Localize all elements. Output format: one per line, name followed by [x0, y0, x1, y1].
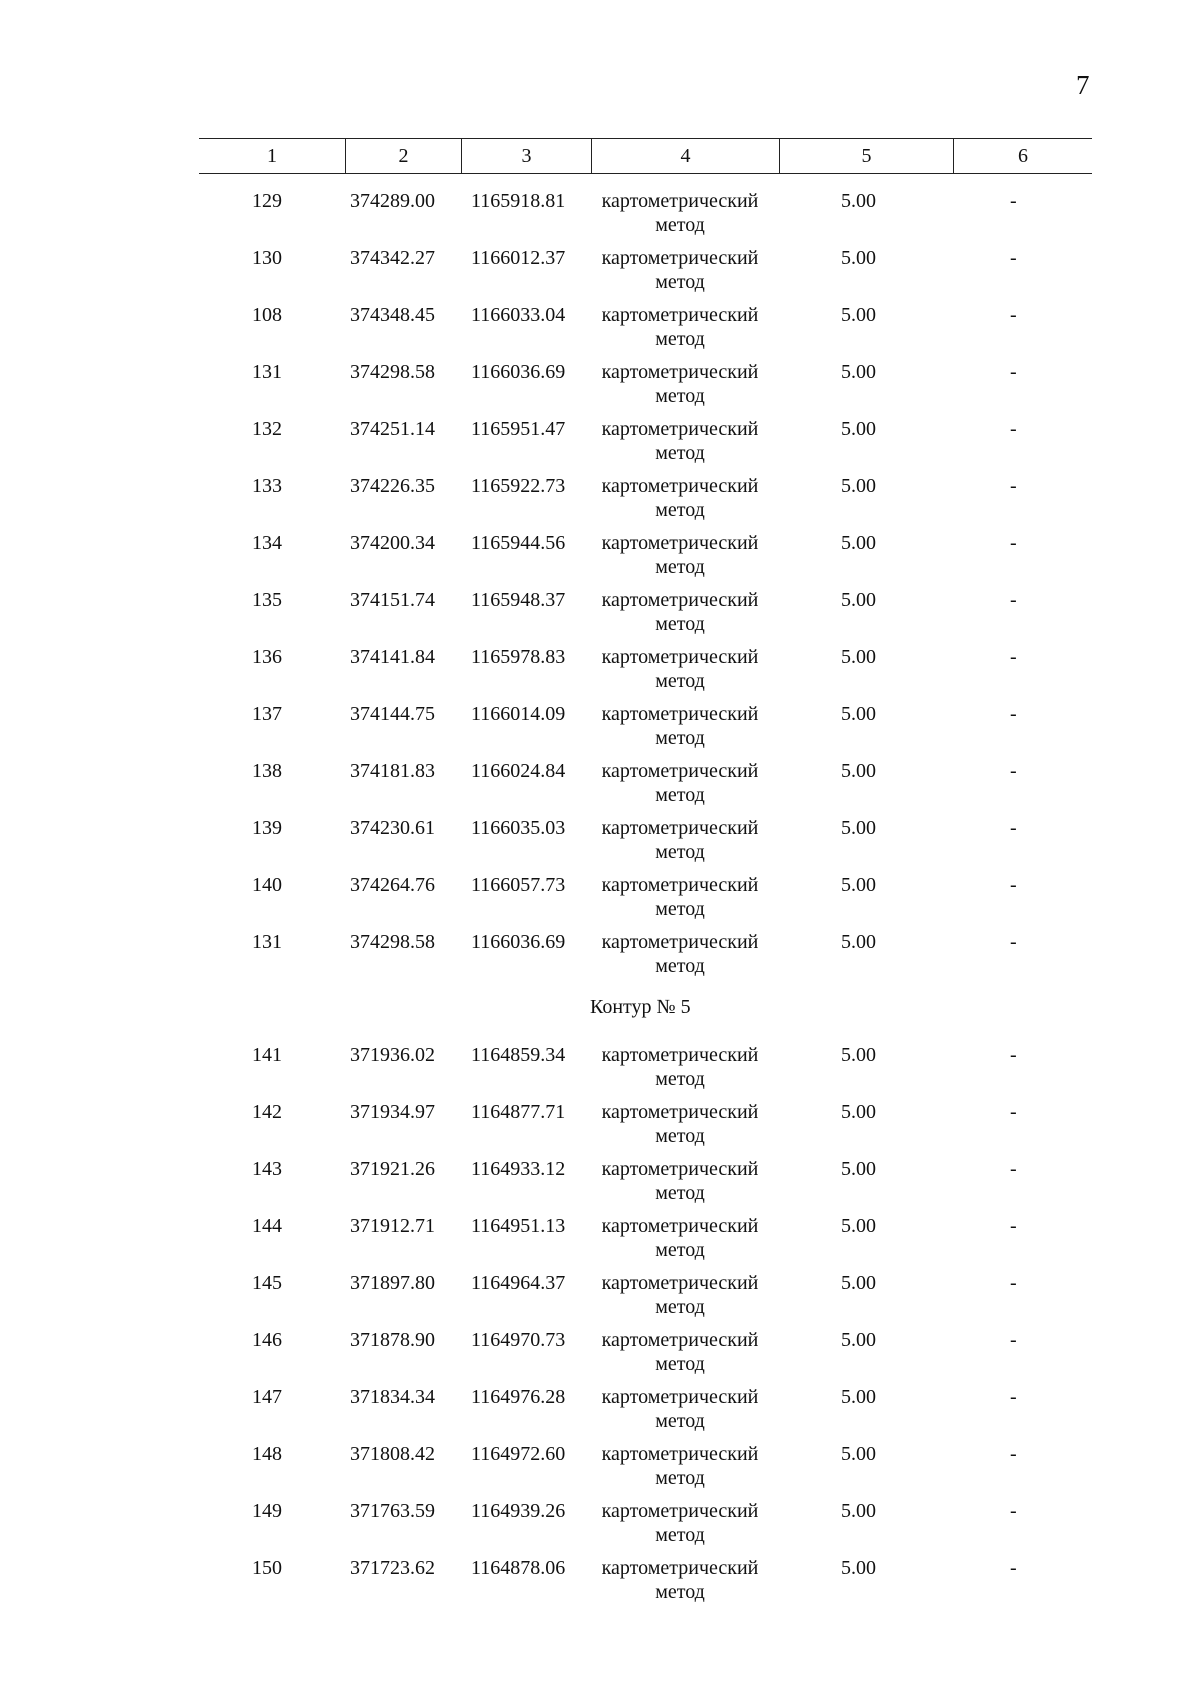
- method-line-1: картометрический: [601, 646, 759, 668]
- method-line-1: картометрический: [601, 247, 759, 269]
- point-number: 142: [252, 1101, 282, 1123]
- method-cell: [580, 1043, 780, 1091]
- method-line-2: метод: [655, 613, 705, 635]
- page-number: 7: [1076, 70, 1090, 100]
- method-cell: [580, 1271, 780, 1319]
- table-row: [0, 759, 1200, 816]
- point-number: 143: [252, 1158, 282, 1180]
- coordinate-y: 1166036.69: [471, 931, 566, 953]
- note: -: [1010, 418, 1017, 440]
- method-line-2: метод: [655, 385, 705, 407]
- accuracy: 5.00: [841, 703, 876, 725]
- note: -: [1010, 475, 1017, 497]
- table-row: [0, 1499, 1200, 1556]
- method-cell: [580, 417, 780, 465]
- accuracy: 5.00: [841, 1272, 876, 1294]
- accuracy: 5.00: [841, 532, 876, 554]
- coordinate-y: 1166012.37: [471, 247, 566, 269]
- point-number: 135: [252, 589, 282, 611]
- table-row: [0, 1442, 1200, 1499]
- note: -: [1010, 1158, 1017, 1180]
- method-cell: [580, 1157, 780, 1205]
- method-cell: [580, 588, 780, 636]
- method-line-2: метод: [655, 670, 705, 692]
- accuracy: 5.00: [841, 1329, 876, 1351]
- accuracy: 5.00: [841, 1215, 876, 1237]
- coordinate-x: 371723.62: [350, 1557, 435, 1579]
- table-row: [0, 702, 1200, 759]
- section-title-row: [0, 987, 1200, 1043]
- point-number: 131: [252, 931, 282, 953]
- method-line-1: картометрический: [601, 475, 759, 497]
- point-number: 136: [252, 646, 282, 668]
- point-number: 150: [252, 1557, 282, 1579]
- table-body: [0, 189, 1200, 1613]
- method-line-1: картометрический: [601, 361, 759, 383]
- accuracy: 5.00: [841, 190, 876, 212]
- note: -: [1010, 760, 1017, 782]
- table-row: [0, 1556, 1200, 1613]
- method-cell: [580, 816, 780, 864]
- method-cell: [580, 189, 780, 237]
- note: -: [1010, 532, 1017, 554]
- point-number: 147: [252, 1386, 282, 1408]
- header-col-1: 1: [267, 144, 277, 167]
- method-line-2: метод: [655, 1239, 705, 1261]
- table-row: [0, 588, 1200, 645]
- accuracy: 5.00: [841, 1500, 876, 1522]
- point-number: 140: [252, 874, 282, 896]
- method-line-2: метод: [655, 556, 705, 578]
- method-line-1: картометрический: [601, 760, 759, 782]
- accuracy: 5.00: [841, 1158, 876, 1180]
- method-cell: [580, 702, 780, 750]
- table-row: [0, 1214, 1200, 1271]
- coordinate-x: 371921.26: [350, 1158, 435, 1180]
- coordinate-x: 371934.97: [350, 1101, 435, 1123]
- coordinate-y: 1164951.13: [471, 1215, 566, 1237]
- method-line-2: метод: [655, 1182, 705, 1204]
- method-line-2: метод: [655, 1353, 705, 1375]
- coordinate-y: 1166057.73: [471, 874, 566, 896]
- method-line-2: метод: [655, 1068, 705, 1090]
- coordinate-y: 1165948.37: [471, 589, 566, 611]
- coordinate-x: 374264.76: [350, 874, 435, 896]
- method-line-1: картометрический: [601, 931, 759, 953]
- table-row: [0, 1100, 1200, 1157]
- method-cell: [580, 303, 780, 351]
- note: -: [1010, 931, 1017, 953]
- point-number: 141: [252, 1044, 282, 1066]
- method-line-2: метод: [655, 1296, 705, 1318]
- method-line-1: картометрический: [601, 1329, 759, 1351]
- table-header: [199, 138, 1092, 174]
- coordinate-x: 374141.84: [350, 646, 435, 668]
- note: -: [1010, 1215, 1017, 1237]
- method-line-1: картометрический: [601, 589, 759, 611]
- table-row: [0, 360, 1200, 417]
- table-row: [0, 1043, 1200, 1100]
- point-number: 131: [252, 361, 282, 383]
- accuracy: 5.00: [841, 418, 876, 440]
- method-line-1: картометрический: [601, 1386, 759, 1408]
- method-cell: [580, 1100, 780, 1148]
- accuracy: 5.00: [841, 475, 876, 497]
- coordinate-y: 1164964.37: [471, 1272, 566, 1294]
- method-line-2: метод: [655, 1581, 705, 1603]
- method-line-2: метод: [655, 328, 705, 350]
- accuracy: 5.00: [841, 1044, 876, 1066]
- point-number: 148: [252, 1443, 282, 1465]
- method-cell: [580, 930, 780, 978]
- method-line-2: метод: [655, 1125, 705, 1147]
- coordinate-x: 374151.74: [350, 589, 435, 611]
- table-row: [0, 645, 1200, 702]
- accuracy: 5.00: [841, 760, 876, 782]
- coordinate-y: 1166024.84: [471, 760, 566, 782]
- coordinate-x: 374144.75: [350, 703, 435, 725]
- method-line-2: метод: [655, 784, 705, 806]
- note: -: [1010, 1443, 1017, 1465]
- method-line-1: картометрический: [601, 1158, 759, 1180]
- table-row: [0, 303, 1200, 360]
- coordinate-y: 1164970.73: [471, 1329, 566, 1351]
- table-row: [0, 930, 1200, 987]
- coordinate-x: 374200.34: [350, 532, 435, 554]
- method-line-2: метод: [655, 214, 705, 236]
- method-line-1: картометрический: [601, 874, 759, 896]
- accuracy: 5.00: [841, 304, 876, 326]
- coordinate-x: 374348.45: [350, 304, 435, 326]
- coordinate-y: 1166036.69: [471, 361, 566, 383]
- coordinate-x: 374342.27: [350, 247, 435, 269]
- method-line-2: метод: [655, 841, 705, 863]
- method-line-2: метод: [655, 271, 705, 293]
- method-line-2: метод: [655, 955, 705, 977]
- coordinate-y: 1164859.34: [471, 1044, 566, 1066]
- table-row: [0, 189, 1200, 246]
- accuracy: 5.00: [841, 589, 876, 611]
- accuracy: 5.00: [841, 1557, 876, 1579]
- note: -: [1010, 646, 1017, 668]
- method-line-1: картометрический: [601, 1215, 759, 1237]
- accuracy: 5.00: [841, 361, 876, 383]
- table-row: [0, 474, 1200, 531]
- point-number: 149: [252, 1500, 282, 1522]
- method-cell: [580, 1214, 780, 1262]
- accuracy: 5.00: [841, 1101, 876, 1123]
- point-number: 137: [252, 703, 282, 725]
- point-number: 129: [252, 190, 282, 212]
- coordinate-y: 1165944.56: [471, 532, 566, 554]
- note: -: [1010, 817, 1017, 839]
- method-line-1: картометрический: [601, 1500, 759, 1522]
- table-row: [0, 816, 1200, 873]
- method-line-1: картометрический: [601, 1044, 759, 1066]
- accuracy: 5.00: [841, 1386, 876, 1408]
- note: -: [1010, 589, 1017, 611]
- method-line-1: картометрический: [601, 418, 759, 440]
- coordinate-x: 374226.35: [350, 475, 435, 497]
- method-line-1: картометрический: [601, 532, 759, 554]
- table-row: [0, 246, 1200, 303]
- point-number: 144: [252, 1215, 282, 1237]
- method-line-1: картометрический: [601, 1557, 759, 1579]
- point-number: 132: [252, 418, 282, 440]
- coordinate-x: 374251.14: [350, 418, 435, 440]
- note: -: [1010, 361, 1017, 383]
- coordinate-y: 1164972.60: [471, 1443, 566, 1465]
- table-row: [0, 1385, 1200, 1442]
- point-number: 145: [252, 1272, 282, 1294]
- table-row: [0, 417, 1200, 474]
- point-number: 134: [252, 532, 282, 554]
- accuracy: 5.00: [841, 931, 876, 953]
- accuracy: 5.00: [841, 874, 876, 896]
- coordinate-x: 374181.83: [350, 760, 435, 782]
- point-number: 146: [252, 1329, 282, 1351]
- note: -: [1010, 1101, 1017, 1123]
- coordinate-y: 1164878.06: [471, 1557, 566, 1579]
- note: -: [1010, 304, 1017, 326]
- method-cell: [580, 474, 780, 522]
- coordinate-y: 1165951.47: [471, 418, 566, 440]
- method-line-1: картометрический: [601, 1272, 759, 1294]
- coordinate-y: 1164976.28: [471, 1386, 566, 1408]
- method-cell: [580, 1442, 780, 1490]
- coordinate-x: 371936.02: [350, 1044, 435, 1066]
- method-cell: [580, 645, 780, 693]
- accuracy: 5.00: [841, 817, 876, 839]
- point-number: 139: [252, 817, 282, 839]
- coordinate-y: 1166014.09: [471, 703, 566, 725]
- method-line-1: картометрический: [601, 703, 759, 725]
- section-title: Контур № 5: [590, 996, 691, 1018]
- table-row: [0, 1271, 1200, 1328]
- method-line-1: картометрический: [601, 304, 759, 326]
- note: -: [1010, 1500, 1017, 1522]
- coordinate-x: 371763.59: [350, 1500, 435, 1522]
- point-number: 130: [252, 247, 282, 269]
- method-line-2: метод: [655, 898, 705, 920]
- method-cell: [580, 531, 780, 579]
- coordinate-x: 371808.42: [350, 1443, 435, 1465]
- method-cell: [580, 759, 780, 807]
- note: -: [1010, 247, 1017, 269]
- method-line-1: картометрический: [601, 817, 759, 839]
- method-line-2: метод: [655, 1524, 705, 1546]
- note: -: [1010, 1386, 1017, 1408]
- header-col-6: 6: [953, 139, 1092, 173]
- note: -: [1010, 190, 1017, 212]
- table-row: [0, 873, 1200, 930]
- note: -: [1010, 1044, 1017, 1066]
- header-col-3: 3: [461, 139, 591, 173]
- method-line-2: метод: [655, 499, 705, 521]
- method-cell: [580, 360, 780, 408]
- method-cell: [580, 1385, 780, 1433]
- coordinate-x: 371878.90: [350, 1329, 435, 1351]
- header-col-4: 4: [591, 139, 779, 173]
- coordinate-y: 1164933.12: [471, 1158, 566, 1180]
- accuracy: 5.00: [841, 1443, 876, 1465]
- method-line-2: метод: [655, 727, 705, 749]
- point-number: 108: [252, 304, 282, 326]
- note: -: [1010, 874, 1017, 896]
- header-col-2: 2: [345, 139, 461, 173]
- method-line-1: картометрический: [601, 1101, 759, 1123]
- note: -: [1010, 1557, 1017, 1579]
- accuracy: 5.00: [841, 646, 876, 668]
- coordinate-y: 1166033.04: [471, 304, 566, 326]
- method-cell: [580, 246, 780, 294]
- table-row: [0, 1328, 1200, 1385]
- coordinate-x: 371897.80: [350, 1272, 435, 1294]
- coordinate-x: 371834.34: [350, 1386, 435, 1408]
- method-line-1: картометрический: [601, 1443, 759, 1465]
- coordinate-y: 1166035.03: [471, 817, 566, 839]
- coordinate-y: 1165922.73: [471, 475, 566, 497]
- point-number: 138: [252, 760, 282, 782]
- coordinate-x: 374289.00: [350, 190, 435, 212]
- method-cell: [580, 1556, 780, 1604]
- method-cell: [580, 1499, 780, 1547]
- method-line-2: метод: [655, 1410, 705, 1432]
- note: -: [1010, 1272, 1017, 1294]
- coordinate-x: 374298.58: [350, 931, 435, 953]
- method-line-2: метод: [655, 1467, 705, 1489]
- table-row: [0, 531, 1200, 588]
- method-line-1: картометрический: [601, 190, 759, 212]
- note: -: [1010, 1329, 1017, 1351]
- coordinate-x: 371912.71: [350, 1215, 435, 1237]
- coordinate-x: 374298.58: [350, 361, 435, 383]
- coordinate-y: 1165978.83: [471, 646, 566, 668]
- point-number: 133: [252, 475, 282, 497]
- header-col-5: 5: [779, 139, 953, 173]
- coordinate-x: 374230.61: [350, 817, 435, 839]
- coordinate-y: 1164939.26: [471, 1500, 566, 1522]
- table-row: [0, 1157, 1200, 1214]
- accuracy: 5.00: [841, 247, 876, 269]
- coordinate-y: 1165918.81: [471, 190, 566, 212]
- method-line-2: метод: [655, 442, 705, 464]
- method-cell: [580, 873, 780, 921]
- note: -: [1010, 703, 1017, 725]
- coordinate-y: 1164877.71: [471, 1101, 566, 1123]
- method-cell: [580, 1328, 780, 1376]
